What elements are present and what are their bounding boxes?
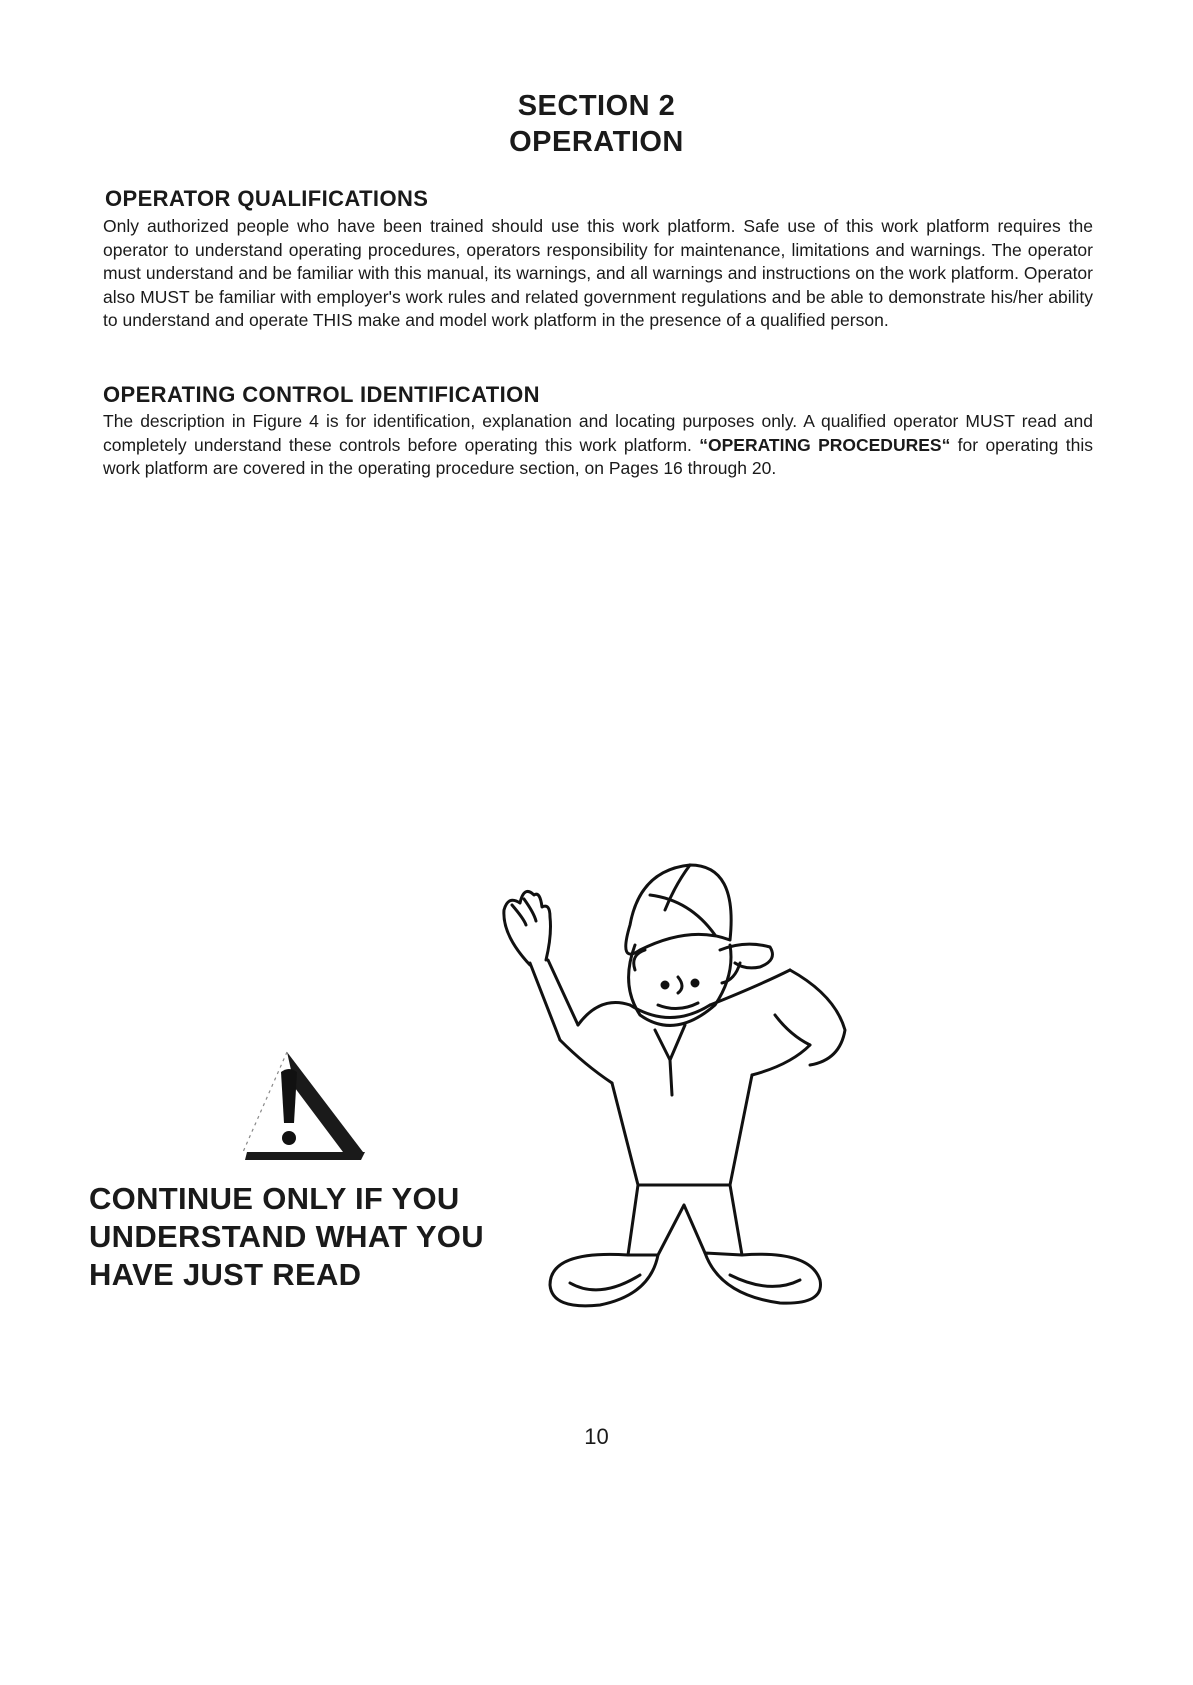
caution-line-1: CONTINUE ONLY IF YOU bbox=[89, 1181, 460, 1216]
caution-message bbox=[89, 1180, 484, 1294]
operating-procedures-reference: “OPERATING PROCEDURES“ bbox=[699, 434, 951, 455]
identification-text-start: The description in Figure 4 is for identification, explanation and locating purposes only. A qualified operator MUST read and completely understand these controls before operating this work platform. bbox=[103, 411, 1093, 455]
warning-triangle-icon bbox=[225, 1048, 375, 1163]
operator-mascot-illustration bbox=[490, 855, 890, 1335]
caution-line-2: UNDERSTAND WHAT YOU bbox=[89, 1219, 484, 1254]
page-number: 10 bbox=[584, 1424, 609, 1449]
identification-heading: OPERATING CONTROL IDENTIFICATION bbox=[103, 382, 540, 407]
section-number: SECTION 2 bbox=[517, 90, 676, 122]
qualifications-heading: OPERATOR QUALIFICATIONS bbox=[105, 186, 429, 211]
identification-text-end: for operating this work platform are covered in the operating procedure section, on Pages 16 through 20. bbox=[103, 434, 1093, 478]
caution-line-3: HAVE JUST READ bbox=[89, 1257, 362, 1292]
identification-paragraph bbox=[103, 410, 1093, 481]
section-title: OPERATION bbox=[509, 126, 684, 158]
qualifications-paragraph: Only authorized people who have been trained should use this work platform. Safe use of this work platform requires the operator to understand operating procedures, operators responsibility for maintenance, limitations and warnings. The operator must understand and be familiar with this manual, its warnings, and all warnings and instructions on the work platform. Operator also MUST be familiar with employer's work rules and related government regulations and be able to demonstrate his/her ability to understand and operate THIS make and model work platform in the presence of a qualified person. bbox=[103, 216, 1093, 330]
